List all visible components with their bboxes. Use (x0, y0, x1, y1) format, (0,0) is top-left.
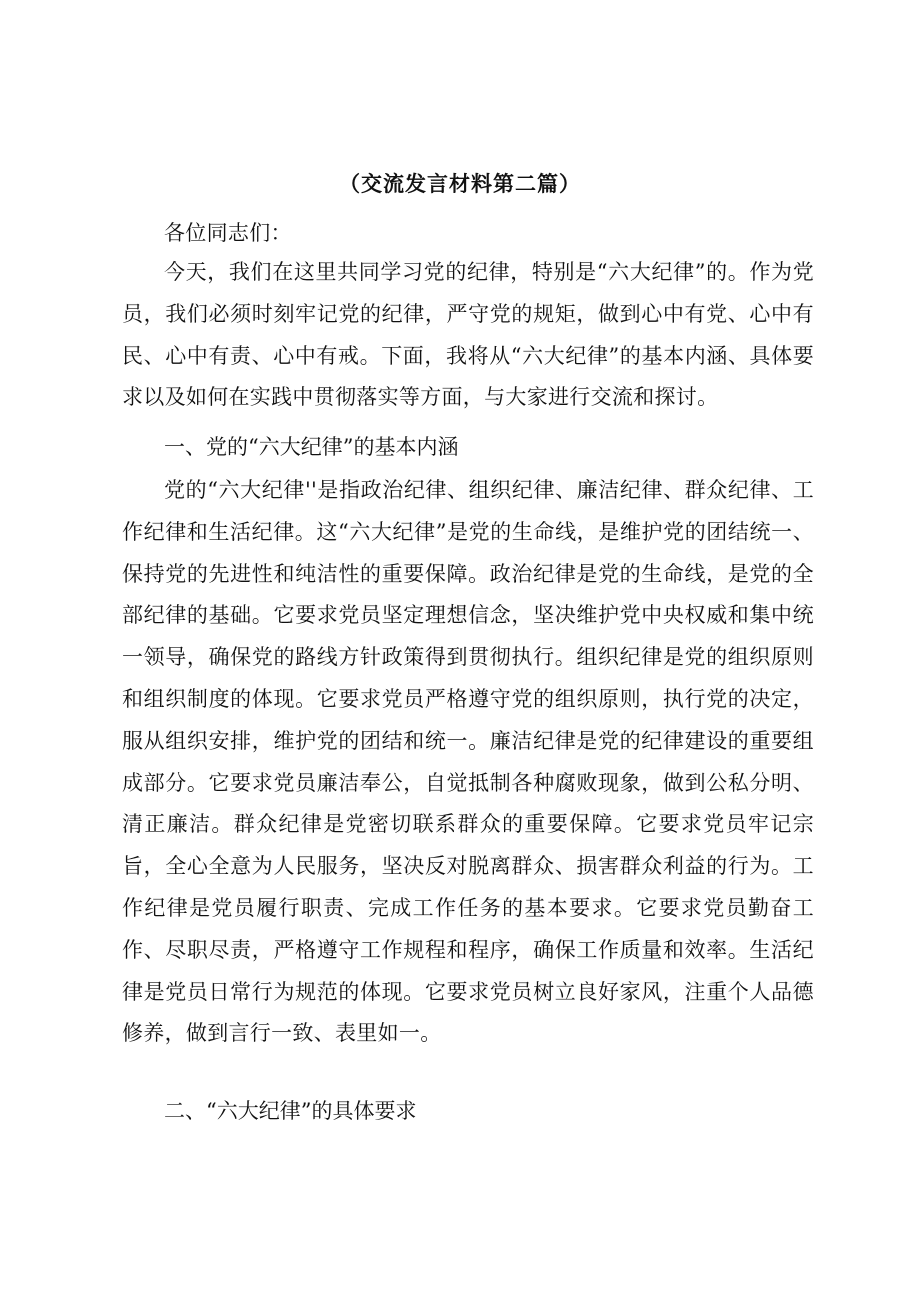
intro-paragraph: 今天，我们在这里共同学习党的纪律，特别是“六大纪律”的。作为党员，我们必须时刻牢记党的纪律，严守党的规矩，做到心中有党、心中有民、心中有责、心中有戒。下面，我将从“六大纪律”的基本内涵、具体要求以及如何在实践中贯彻落实等方面，与大家进行交流和探讨。 (122, 260, 814, 410)
section-1-body-paragraph: 党的“六大纪律''是指政治纪律、组织纪律、廉洁纪律、群众纪律、工作纪律和生活纪律。这“六大纪律”是党的生命线，是维护党的团结统一、保持党的先进性和纯洁性的重要保障。政治纪律是党的生命线，是党的全部纪律的基础。它要求党员坚定理想信念，坚决维护党中央权威和集中统一领导，确保党的路线方针政策得到贯彻执行。组织纪律是党的组织原则和组织制度的体现。它要求党员严格遵守党的组织原则，执行党的决定，服从组织安排，维护党的团结和统一。廉洁纪律是党的纪律建设的重要组成部分。它要求党员廉洁奉公，自觉抵制各种腐败现象，做到公私分明、清正廉洁。群众纪律是党密切联系群众的重要保障。它要求党员牢记宗旨，全心全意为人民服务，坚决反对脱离群众、损害群众利益的行为。工作纪律是党员履行职责、完成工作任务的基本要求。它要求党员勤奋工作、尽职尽责，严格遵守工作规程和程序，确保工作质量和效率。生活纪律是党员日常行为规范的体现。它要求党员树立良好家风，注重个人品德修养，做到言行一致、表里如一。 (122, 478, 814, 1046)
document-title: （交流发言材料第二篇） (339, 171, 581, 196)
section-1-heading: 一、党的“六大纪律”的基本内涵 (164, 435, 459, 459)
greeting-paragraph: 各位同志们： (164, 221, 292, 245)
section-2-heading: 二、“六大纪律”的具体要求 (164, 1099, 417, 1123)
